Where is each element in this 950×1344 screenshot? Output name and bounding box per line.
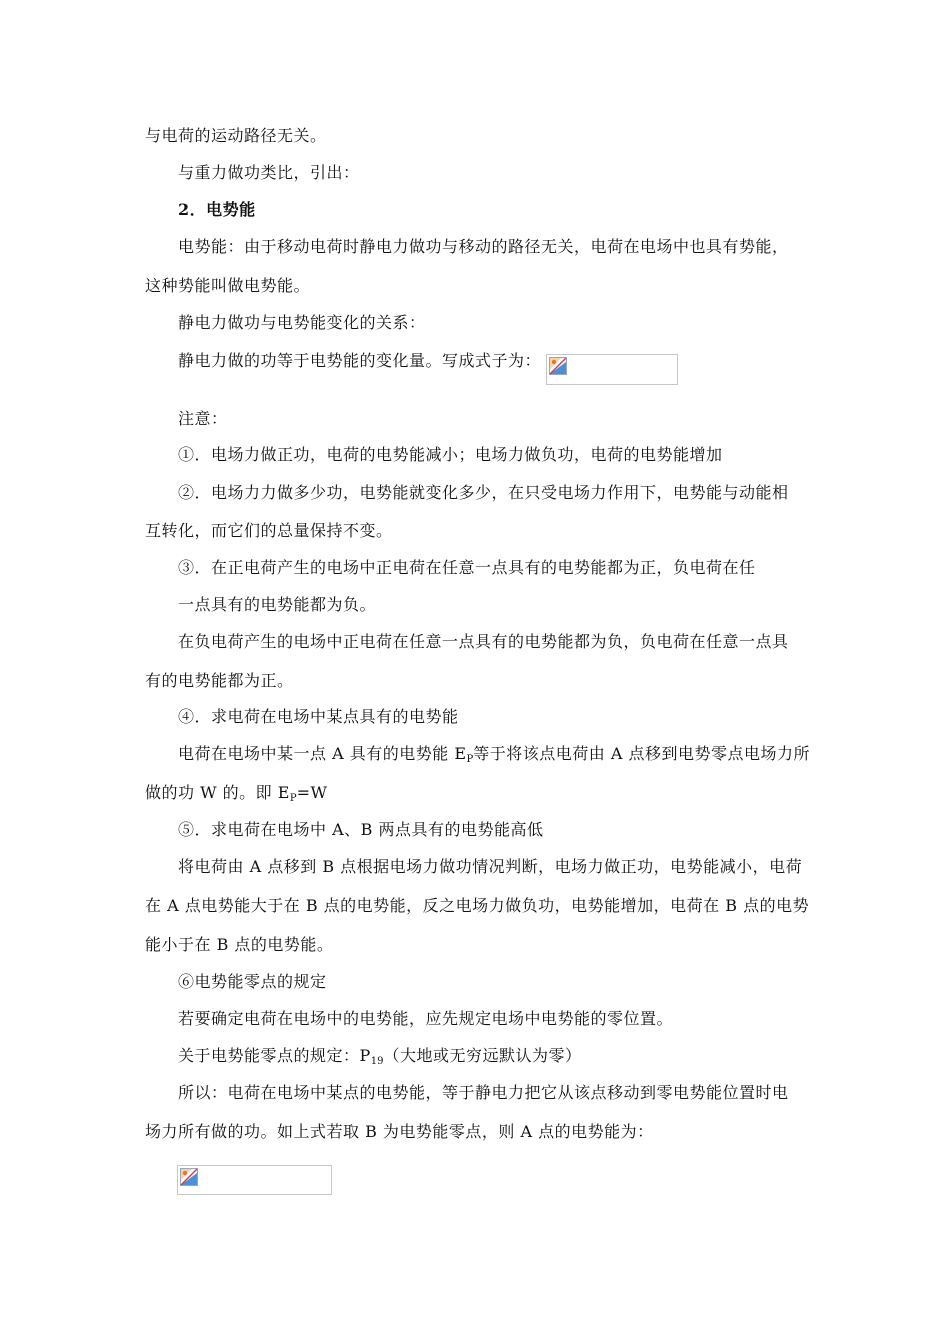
section-heading: 2．电势能: [178, 200, 256, 219]
paragraph-line: ⑤．求电荷在电场中 A、B 两点具有的电势能高低: [178, 820, 544, 839]
paragraph-line: 与电荷的运动路径无关。: [145, 126, 327, 145]
paragraph-line: ⑥电势能零点的规定: [178, 972, 327, 991]
paragraph-line: 场力所有做的功。如上式若取 B 为电势能零点，则 A 点的电势能为：: [145, 1122, 654, 1141]
paragraph-line: 电荷在电场中某一点 A 具有的电势能 $E_P$等于将该点电荷由 A 点移到电势零点电场力所: [178, 744, 810, 765]
paragraph-line: 在 A 点电势能大于在 B 点的电势能，反之电场力做负功，电势能增加，电荷在 B 点的电势: [145, 896, 810, 915]
broken-image-icon: [549, 357, 567, 375]
paragraph-line: 所以：电荷在电场中某点的电势能，等于静电力把它从该点移动到零电势能位置时电: [178, 1083, 789, 1102]
paragraph-line: 互转化，而它们的总量保持不变。: [145, 521, 393, 540]
subscript: P: [289, 793, 297, 804]
paragraph-line: 在负电荷产生的电场中正电荷在任意一点具有的电势能都为负，负电荷在任意一点具: [178, 632, 789, 651]
paragraph-line: 有的电势能都为正。: [145, 671, 294, 690]
formula-image-placeholder: [546, 354, 678, 385]
paragraph-line: 关于电势能零点的规定：$P_{19}$（大地或无穷远默认为零）: [178, 1046, 582, 1067]
paragraph-line: 与重力做功类比，引出：: [178, 163, 360, 182]
paragraph-line: 静电力做的功等于电势能的变化量。写成式子为：: [178, 351, 542, 370]
broken-image-icon: [180, 1168, 198, 1186]
paragraph-line: ④．求电荷在电场中某点具有的电势能: [178, 707, 459, 726]
subscript: 19: [370, 1056, 384, 1067]
paragraph-line: 静电力做功与电势能变化的关系：: [178, 313, 426, 332]
paragraph-line: ②．电场力力做多少功，电势能就变化多少，在只受电场力作用下，电势能与动能相: [178, 483, 789, 502]
paragraph-line: 若要确定电荷在电场中的电势能，应先规定电场中电势能的零位置。: [178, 1009, 674, 1028]
paragraph-line: 一点具有的电势能都为负。: [178, 595, 377, 614]
paragraph-line: 能小于在 B 点的电势能。: [145, 935, 334, 954]
paragraph-line: 注意：: [178, 409, 228, 428]
paragraph-line: ①．电场力做正功，电荷的电势能减小；电场力做负功，电荷的电势能增加: [178, 445, 723, 464]
paragraph-line: 这种势能叫做电势能。: [145, 276, 311, 295]
paragraph-line: 做的功 W 的。即 $E_P=W$: [145, 783, 328, 804]
paragraph-line: 将电荷由 A 点移到 B 点根据电场力做功情况判断，电场力做正功，电势能减小，电荷: [178, 857, 803, 876]
formula-image-placeholder: [177, 1165, 332, 1195]
paragraph-line: 电势能：由于移动电荷时静电力做功与移动的路径无关，电荷在电场中也具有势能，: [178, 237, 789, 256]
paragraph-line: ③．在正电荷产生的电场中正电荷在任意一点具有的电势能都为正，负电荷在任: [178, 558, 756, 577]
subscript: P: [466, 754, 474, 765]
